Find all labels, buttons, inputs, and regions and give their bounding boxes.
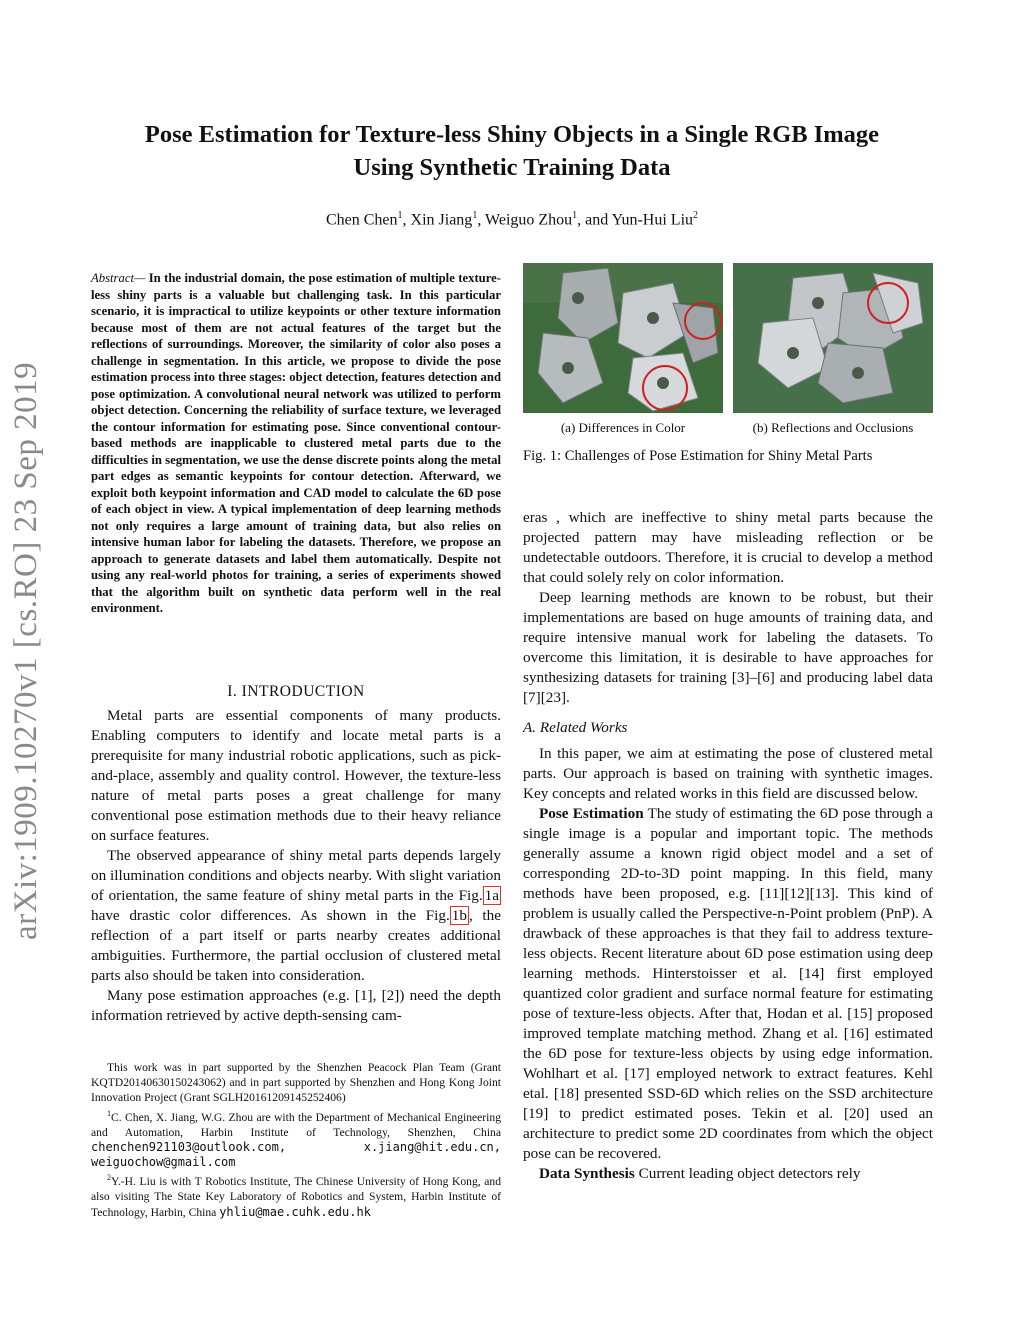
subsection-heading-related-works: A. Related Works xyxy=(523,719,628,736)
abstract-label: Abstract xyxy=(91,271,134,285)
email-address[interactable]: yhliu@mae.cuhk.edu.hk xyxy=(219,1204,371,1219)
metal-parts-image xyxy=(733,263,933,413)
arxiv-identifier: arXiv:1909.10270v1 [cs.RO] 23 Sep 2019 xyxy=(8,361,44,940)
figure-1b-photo xyxy=(733,263,933,413)
figure-link-1a[interactable]: 1a xyxy=(484,887,499,904)
paragraph: eras , which are ineffective to shiny metal parts because the projected pattern may have misleading reflection or be undetectable outdoors. Therefore, it is crucial to develop a method that could solely rely on color information. xyxy=(523,509,933,586)
paragraph: Data Synthesis Current leading object detectors rely xyxy=(539,1165,861,1182)
email-addresses[interactable]: chenchen921103@outlook.com, x.jiang@hit.edu.cn, weiguochow@gmail.com xyxy=(91,1139,501,1170)
paper-title: Pose Estimation for Texture-less Shiny Objects in a Single RGB Image Using Synthetic Training Data xyxy=(144,121,880,181)
right-column-body xyxy=(523,508,933,1184)
paragraph: In this paper, we aim at estimating the pose of clustered metal parts. Our approach is based on training with synthetic images. Key concepts and related works in this field are discussed below. xyxy=(523,745,933,802)
paragraph-label: Pose Estimation xyxy=(539,805,644,822)
paragraph: Metal parts are essential components of many products. Enabling computers to identify and locate metal parts is a prerequisite for many industrial robotic applications, such as pick-and-place, assembly and quality control. However, the texture-less nature of metal parts poses a great challenge for many conventional pose estimation methods due to their heavy reliance on surface features. xyxy=(91,707,501,844)
footnotes xyxy=(91,1060,501,1220)
author-list: Chen Chen$^1$, Xin Jiang$^1$, Weiguo Zhou$^1$, and Yun-Hui Liu$^2$ xyxy=(325,210,699,229)
paragraph-label: Data Synthesis xyxy=(539,1165,635,1182)
subcaption-a: (a) Differences in Color xyxy=(560,420,686,435)
paragraph: The observed appearance of shiny metal parts depends largely on illumination conditions and objects nearby. With slight variation of orientation, the same feature of shiny metal parts in the Fig. 1a have drastic color differences. As shown in the Fig. 1b , the reflection of a part itself or parts nearby creates additional ambiguities. Furthermore, the partial occlusion of clustered metal parts also should be taken into consideration. xyxy=(91,847,501,984)
footnote-affiliation-2: $^2$Y.-H. Liu is with T Robotics Institute, The Chinese University of Hong Kong, and also visiting The State Key Laboratory of Robotics and System, Harbin Institute of Technology, Harbin, China yhliu@mae.cuhk.edu.hk xyxy=(91,1173,501,1219)
metal-parts-image xyxy=(523,263,723,413)
section-heading-introduction: I. INTRODUCTION xyxy=(227,683,365,700)
footnote-affiliation-1: $^1$C. Chen, X. Jiang, W.G. Zhou are with the Department of Mechanical Engineering and Automation, Harbin Institute of Technology, Shenzhen, China chenchen921103@outlook.com, x.jiang@hit.edu.cn, weiguochow@gmail.com xyxy=(91,1108,501,1170)
figure-link-1b[interactable]: 1b xyxy=(451,907,467,924)
footnote-funding: This work was in part supported by the Shenzhen Peacock Plan Team (Grant KQTD20140630150243062) and in part supported by Shenzhen and Hong Kong Joint Innovation Project (Grant SGLH20161209145252406) xyxy=(91,1061,501,1105)
figure-caption: Fig. 1: Challenges of Pose Estimation for Shiny Metal Parts xyxy=(523,448,873,464)
introduction-body xyxy=(91,706,501,1026)
abstract: Abstract— In the industrial domain, the pose estimation of multiple texture-less shiny parts is a valuable but challenging task. In this particular scenario, it is impractical to utilize keypoints or other texture information because most of them are not actual features of the target but the reflections of surroundings. Moreover, the similarity of color also poses a challenge in segmentation. In this article, we propose to divide the pose estimation process into three stages: object detection, features detection and pose optimization. A convolutional neural network was utilized to perform object detection. Concerning the reliability of surface texture, we leveraged the contour information for estimating pose. Since conventional contour-based methods are inapplicable to clustered metal parts due to the difficulties in segmentation, we use the dense discrete points along the metal part edges as semantic keypoints for contour detection. Afterward, we exploit both keypoint information and CAD model to calculate the 6D pose of each object in view. A typical implementation of deep learning methods not only requires a large amount of training data, but also relies on intensive human labor for labeling the datasets. Therefore, we propose an approach to generate datasets and label them automatically. Despite not using any real-world photos for training, a series of experiments showed that the algorithm built on synthetic data perform well in the real environment. xyxy=(91,271,501,615)
paragraph: Pose Estimation The study of estimating the 6D pose through a single image is a popular and important topic. The methods generally assume a known rigid object model and a set of corresponding 2D-to-3D point mapping. In this field, many methods have been proposed, e.g. [11][12][13]. This kind of problem is usually called the Perspective-n-Point problem (PnP). A drawback of these approaches is that they fail to address texture-less objects. Recent literature about 6D pose estimation using deep learning methods. Hinterstoisser et al. [14] first employed quantized color gradient and surface normal feature for estimating pose of texture-less objects. After that, Hodan et al. [15] proposed improved template matching method. Zhang et al. [16] estimated the 6D pose for texture-less objects by using edge information. Wohlhart et al. [17] employed network to extract features. Kehl etal. [18] presented SSD-6D which relies on the SSD architecture [19] to predict estimated poses. Tekin et al. [20] used an architecture to predict some 2D coordinates from which the object pose can be recovered. xyxy=(523,805,933,1162)
paragraph: Many pose estimation approaches (e.g. [1], [2]) need the depth information retrieved by active depth-sensing cam- xyxy=(91,987,501,1024)
abstract-text: In the industrial domain, the pose estimation of multiple texture-less shiny parts is a valuable but challenging task. In this particular scenario, it is impractical to utilize keypoints or other texture information because most of them are not actual features of the target but the reflections of surroundings. Moreover, the similarity of color also poses a challenge in segmentation. In this article, we propose to divide the pose estimation process into three stages: object detection, features detection and pose optimization. A convolutional neural network was utilized to perform object detection. Concerning the reliability of surface texture, we leveraged the contour information for estimating pose. Since conventional contour-based methods are inapplicable to clustered metal parts due to the difficulties in segmentation, we use the dense discrete points along the metal part edges as semantic keypoints for contour detection. Afterward, we exploit both keypoint information and CAD model to calculate the 6D pose of each object in view. A typical implementation of deep learning methods not only requires a large amount of training data, but also relies on intensive human labor for labeling the datasets. Therefore, we propose an approach to generate datasets and label them automatically. Despite not using any real-world photos for training, a series of experiments showed that the algorithm built on synthetic data perform well in the real environment. xyxy=(91,271,501,615)
paragraph: Deep learning methods are known to be robust, but their implementations are based on huge amounts of training data, and require intensive manual work for labeling the datasets. To overcome this limitation, it is desirable to have approaches for synthesizing datasets for training [3]–[6] and producing label data [7][23]. xyxy=(523,589,933,706)
figure-1a-photo xyxy=(523,263,723,413)
subcaption-b: (b) Reflections and Occlusions xyxy=(752,420,914,435)
